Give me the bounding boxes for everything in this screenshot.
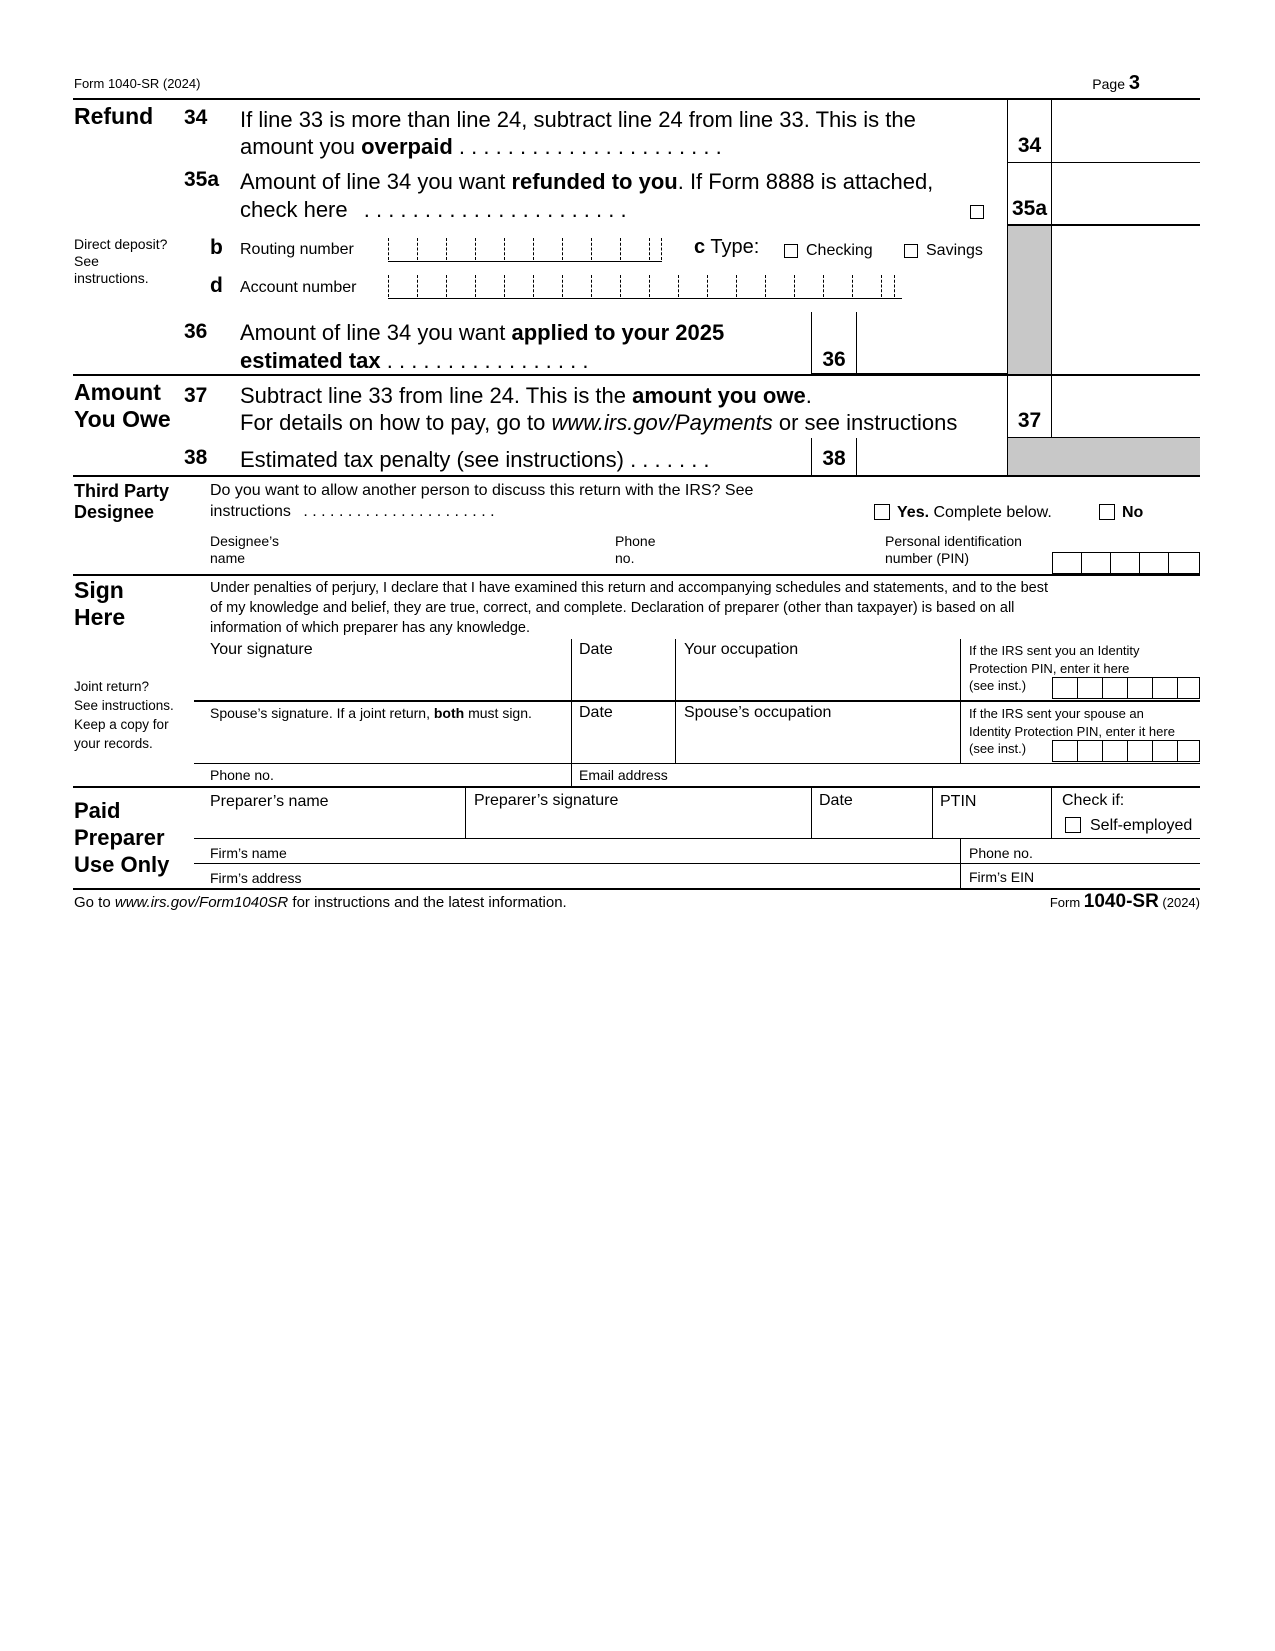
designee-name-label (210, 533, 279, 567)
preparer-bottom-rule (73, 888, 1200, 890)
designee-name-field[interactable] (300, 533, 600, 567)
spouse-ippin-field[interactable] (1052, 740, 1200, 762)
perjury-line-1: Under penalties of perjury, I declare that I have examined this return and accompanying schedules and statements, and to the best (210, 580, 1049, 596)
line-37-amount-field[interactable] (1052, 376, 1200, 438)
line-35a-dots: . . . . . . . . . . . . . . . . . . . . . . (363, 197, 627, 222)
ptin-field[interactable] (933, 812, 1050, 837)
designee-bottom-rule (73, 574, 1200, 576)
joint-return-note (74, 677, 174, 753)
account-number-label: Account number (240, 279, 357, 296)
footer-note (74, 893, 567, 913)
spouse-occupation-label: Spouse’s occupation (684, 704, 832, 721)
dd-label-2: See (74, 253, 99, 269)
yes-rest: Complete below. (929, 504, 1052, 521)
owe-section-title (74, 379, 171, 433)
line-35a-text-1a: Amount of line 34 you want (240, 169, 512, 194)
preparer-title-2: Preparer (74, 825, 165, 850)
rule (194, 700, 1200, 702)
owe-title-2: You Owe (74, 406, 171, 432)
sign-title-2: Here (74, 604, 126, 630)
preparer-title-1: Paid (74, 798, 121, 823)
line-37-text-2 (240, 409, 957, 436)
firm-ein-field[interactable] (1045, 865, 1200, 887)
line-36-text-1 (240, 319, 724, 346)
form-8888-checkbox[interactable] (970, 205, 984, 219)
dd-label-1: Direct deposit? (74, 236, 168, 252)
line-b-letter: b (210, 236, 223, 259)
owe-section-bottom-rule (73, 475, 1200, 477)
shaded-box-column (1008, 226, 1051, 374)
designee-dots: . . . . . . . . . . . . . . . . . . . . . . (303, 503, 495, 520)
ippin-line-2: Protection PIN, enter it here (969, 660, 1130, 676)
line-d-letter: d (210, 274, 223, 297)
firm-phone-label: Phone no. (969, 845, 1033, 861)
self-employed-checkbox[interactable] (1065, 817, 1081, 833)
your-date-field[interactable] (572, 660, 674, 698)
designee-phone-label-1: Phone (615, 533, 656, 549)
designee-section-title (74, 481, 169, 523)
rule (960, 839, 961, 889)
line-36-text-1a: Amount of line 34 you want (240, 320, 512, 345)
designee-phone-field[interactable] (665, 533, 875, 567)
line-36-estimated-tax: estimated tax (240, 348, 381, 373)
footer-form-word: Form (1049, 895, 1084, 910)
perjury-statement (210, 578, 1048, 638)
sign-title-1: Sign (74, 577, 124, 603)
refund-section-title: Refund (74, 103, 154, 129)
preparer-signature-label: Preparer’s signature (474, 792, 619, 809)
line-36-dots: . . . . . . . . . . . . . . . . . (386, 348, 589, 373)
routing-number-field[interactable] (388, 238, 662, 262)
preparer-section-title (74, 797, 169, 878)
refund-section-bottom-rule (73, 374, 1200, 376)
direct-deposit-label (74, 236, 167, 287)
line-34-box-label: 34 (1017, 134, 1042, 157)
preparer-name-label: Preparer’s name (210, 793, 329, 810)
designee-question-2 (210, 502, 495, 522)
ippin-field[interactable] (1052, 677, 1200, 699)
routing-number-label: Routing number (240, 241, 354, 258)
sign-bottom-rule (73, 786, 1200, 788)
line-38-text (240, 446, 710, 473)
designee-name-label-1: Designee’s (210, 533, 280, 549)
spouse-sig-a: Spouse’s signature. If a joint return, (210, 705, 434, 721)
rule (194, 763, 1200, 764)
line-34-dots: . . . . . . . . . . . . . . . . . . . . . . (458, 134, 722, 159)
line-36-amount-field[interactable] (857, 312, 1007, 374)
your-signature-field[interactable] (195, 660, 570, 698)
form-id: Form 1040-SR (2024) (74, 76, 201, 91)
line-34-text-1: If line 33 is more than line 24, subtract line 24 from line 33. This is the (240, 107, 916, 132)
designee-no-checkbox[interactable] (1099, 504, 1115, 520)
firm-name-label: Firm’s name (210, 845, 287, 861)
line-34-amount-field[interactable] (1052, 100, 1200, 162)
preparer-title-3: Use Only (74, 852, 170, 877)
line-35a-text-1c: . If Form 8888 is attached, (677, 169, 934, 194)
firm-ein-label: Firm’s EIN (969, 869, 1035, 885)
phone-field[interactable] (290, 765, 570, 785)
your-signature-label: Your signature (210, 641, 313, 658)
checking-checkbox[interactable] (784, 244, 798, 258)
designee-name-label-2: name (210, 550, 246, 566)
joint-note-1: Joint return? (74, 679, 150, 694)
footer-form-id (1050, 891, 1200, 913)
designee-title-2: Designee (74, 502, 155, 522)
line-34-text-2a: amount you (240, 134, 362, 159)
page-num: 3 (1128, 72, 1140, 94)
rule (1051, 788, 1052, 838)
line-35a-check-here: check here (240, 197, 348, 222)
savings-label: Savings (926, 242, 983, 259)
line-37-text-2c: or see instructions (772, 410, 958, 435)
type-label: Type: (710, 236, 760, 258)
sp-ippin-line-1: If the IRS sent your spouse an (969, 706, 1144, 721)
rule (194, 838, 1200, 839)
sign-section-title (74, 577, 125, 631)
footer-year: (2024) (1158, 895, 1200, 910)
sp-ippin-line-3: (see inst.) (969, 741, 1027, 756)
rule (571, 764, 572, 787)
designee-pin-label-1: Personal identification (885, 533, 1022, 549)
line-37-text-1 (240, 382, 812, 409)
firm-name-field[interactable] (300, 840, 955, 862)
rule (194, 863, 1200, 864)
account-number-field[interactable] (388, 275, 902, 299)
footer-go-to: Go to (74, 894, 115, 911)
line-38-shaded (1008, 438, 1200, 475)
savings-checkbox[interactable] (904, 244, 918, 258)
ippin-line-1: If the IRS sent you an Identity (969, 643, 1140, 658)
checking-label: Checking (806, 242, 873, 259)
joint-note-2: See instructions. (74, 698, 174, 713)
line-38-dots: . . . . . . . (630, 447, 710, 472)
line-c-letter: c (694, 236, 706, 258)
designee-pin-label-2: number (PIN) (885, 550, 970, 566)
yes-bold: Yes. (897, 504, 930, 521)
line-38-label: Estimated tax penalty (see instructions) (240, 447, 624, 472)
date-label: Date (579, 641, 613, 658)
type-label-group (694, 236, 759, 259)
irs-payments-link[interactable]: www.irs.gov/Payments (551, 410, 773, 435)
designee-yes-checkbox[interactable] (874, 504, 890, 520)
designee-phone-label (615, 533, 655, 567)
line-37-number: 37 (184, 384, 208, 407)
phone-label: Phone no. (210, 767, 274, 783)
footer-url-link[interactable]: www.irs.gov/Form1040SR (114, 894, 289, 911)
spouse-signature-field[interactable] (195, 724, 570, 762)
line-34-number: 34 (184, 106, 208, 129)
line-36-number: 36 (184, 320, 208, 343)
line-37-text-1a: Subtract line 33 from line 24. This is the (240, 383, 633, 408)
line-35a-box-label: 35a (1011, 197, 1048, 220)
preparer-signature-field[interactable] (466, 812, 810, 837)
footer-rest: for instructions and the latest information. (288, 894, 567, 911)
spouse-occupation-field[interactable] (676, 724, 959, 762)
designee-pin-label (885, 533, 1022, 567)
perjury-line-2: of my knowledge and belief, they are true, correct, and complete. Declaration of preparer (other than taxpayer) is based on all (210, 600, 1015, 616)
self-employed-label: Self-employed (1090, 817, 1193, 834)
sp-ippin-line-2: Identity Protection PIN, enter it here (969, 723, 1175, 739)
owe-title-1: Amount (74, 379, 161, 405)
line-38-box-label: 38 (822, 447, 846, 470)
line-34-overpaid: overpaid (361, 134, 453, 159)
line-38-number: 38 (184, 446, 208, 469)
spouse-sig-c: must sign. (464, 705, 532, 721)
line-35a-text-1 (240, 168, 933, 195)
designee-instructions: instructions (210, 503, 291, 520)
line-37-text-2a: For details on how to pay, go to (240, 410, 552, 435)
ptin-label: PTIN (940, 793, 977, 810)
line-35a-text-2 (240, 196, 627, 223)
designee-question-1: Do you want to allow another person to discuss this return with the IRS? See (210, 482, 754, 499)
page-number (1092, 72, 1140, 95)
firm-address-label: Firm’s address (210, 870, 302, 886)
email-label: Email address (579, 767, 668, 783)
joint-note-3: Keep a copy for (74, 717, 169, 732)
designee-no-label: No (1122, 504, 1144, 521)
line-37-text-1c: . (805, 383, 812, 408)
spouse-date-label: Date (579, 704, 613, 721)
line-37-box-label: 37 (1017, 409, 1042, 432)
spouse-signature-label (210, 705, 532, 722)
spouse-sig-both: both (433, 705, 465, 721)
firm-address-field[interactable] (310, 865, 955, 887)
line-35a-number: 35a (184, 168, 220, 191)
footer-form-num: 1040-SR (1083, 891, 1159, 912)
spouse-date-field[interactable] (572, 724, 674, 762)
line-35a-refunded: refunded to you (511, 169, 678, 194)
firm-phone-field[interactable] (1045, 840, 1200, 862)
preparer-name-field[interactable] (195, 812, 464, 837)
top-rule (73, 98, 1200, 100)
line-34-text-2 (240, 133, 722, 160)
ippin-line-3: (see inst.) (969, 678, 1027, 693)
your-occupation-label: Your occupation (684, 641, 799, 658)
perjury-line-3: information of which preparer has any knowledge. (210, 620, 530, 636)
dd-label-3: instructions. (74, 270, 149, 286)
email-field[interactable] (680, 765, 1200, 785)
line-35a-amount-field[interactable] (1052, 163, 1200, 225)
designee-pin-field[interactable] (1052, 552, 1200, 574)
line-36-text-2 (240, 347, 588, 374)
joint-note-4: your records. (74, 736, 153, 751)
line-36-box-label: 36 (822, 348, 846, 371)
line-36-applied: applied to your 2025 (511, 320, 725, 345)
preparer-date-field[interactable] (812, 812, 931, 837)
line-37-amount-you-owe: amount you owe (632, 383, 806, 408)
designee-yes-label (897, 503, 1052, 523)
page-label: Page (1092, 76, 1125, 92)
check-if-label: Check if: (1062, 792, 1125, 809)
designee-title-1: Third Party (74, 481, 170, 501)
your-occupation-field[interactable] (676, 660, 959, 698)
line-38-amount-field[interactable] (857, 438, 1007, 475)
designee-phone-label-2: no. (615, 550, 635, 566)
preparer-date-label: Date (819, 792, 853, 809)
